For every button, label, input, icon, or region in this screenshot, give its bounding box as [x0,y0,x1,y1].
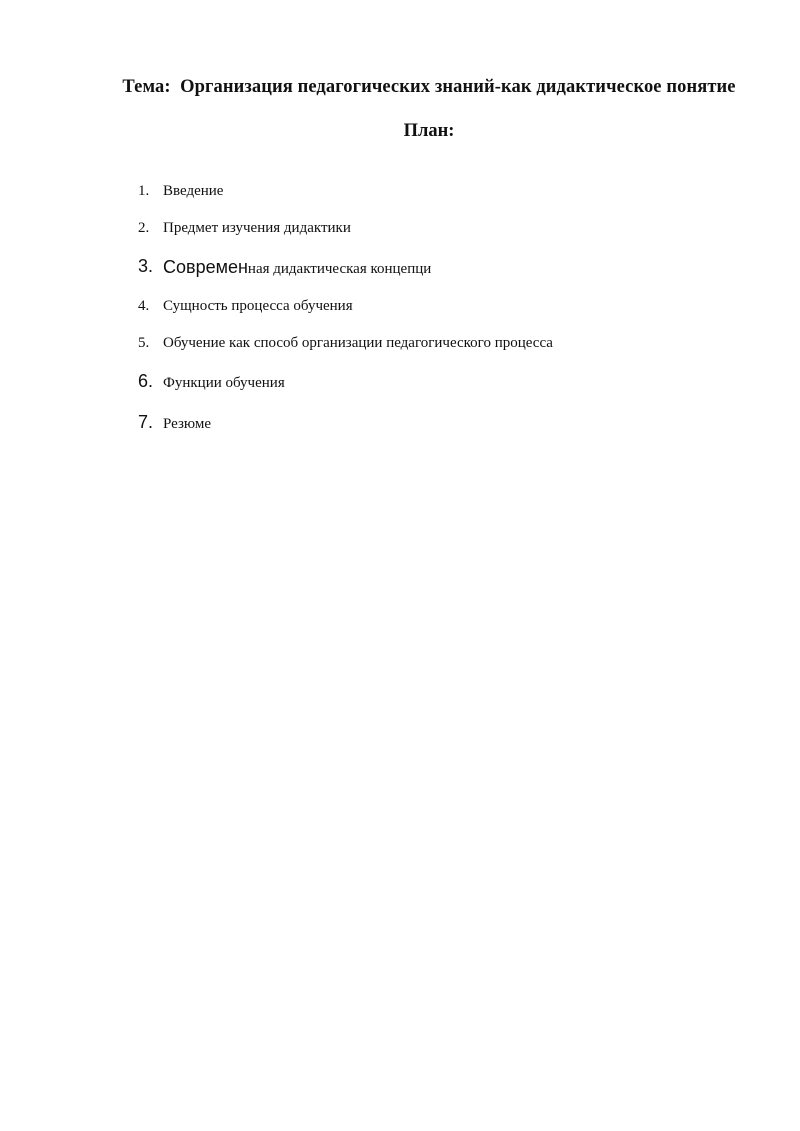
title-text: Организация педагогических знаний-как дидактическое понятие [180,77,736,97]
plan-item-number: 3. [138,256,154,276]
title-label: Тема: [122,77,171,97]
plan-item-text: Функции обучения [163,375,285,391]
plan-heading: План: [403,121,455,141]
document-title [0,74,800,100]
plan-item-number: 7. [138,412,154,432]
plan-item-text [163,257,431,279]
plan-item-number: 6. [138,371,154,391]
plan-item-text: Резюме [163,416,212,432]
plan-item-number: 4. [138,298,150,314]
plan-item-text: Сущность процесса обучения [163,298,353,314]
plan-item-text-rest: ная дидактическая концепци [247,261,432,277]
plan-item-text: Предмет изучения дидактики [163,220,351,236]
plan-item-text: Обучение как способ организации педагогического процесса [163,335,553,351]
plan-item-text: Введение [163,183,224,199]
plan-item-number: 1. [138,183,150,199]
plan-item-number: 2. [138,220,150,236]
plan-item-number: 5. [138,335,150,351]
plan-item-text-large-part: Современ [163,257,248,277]
